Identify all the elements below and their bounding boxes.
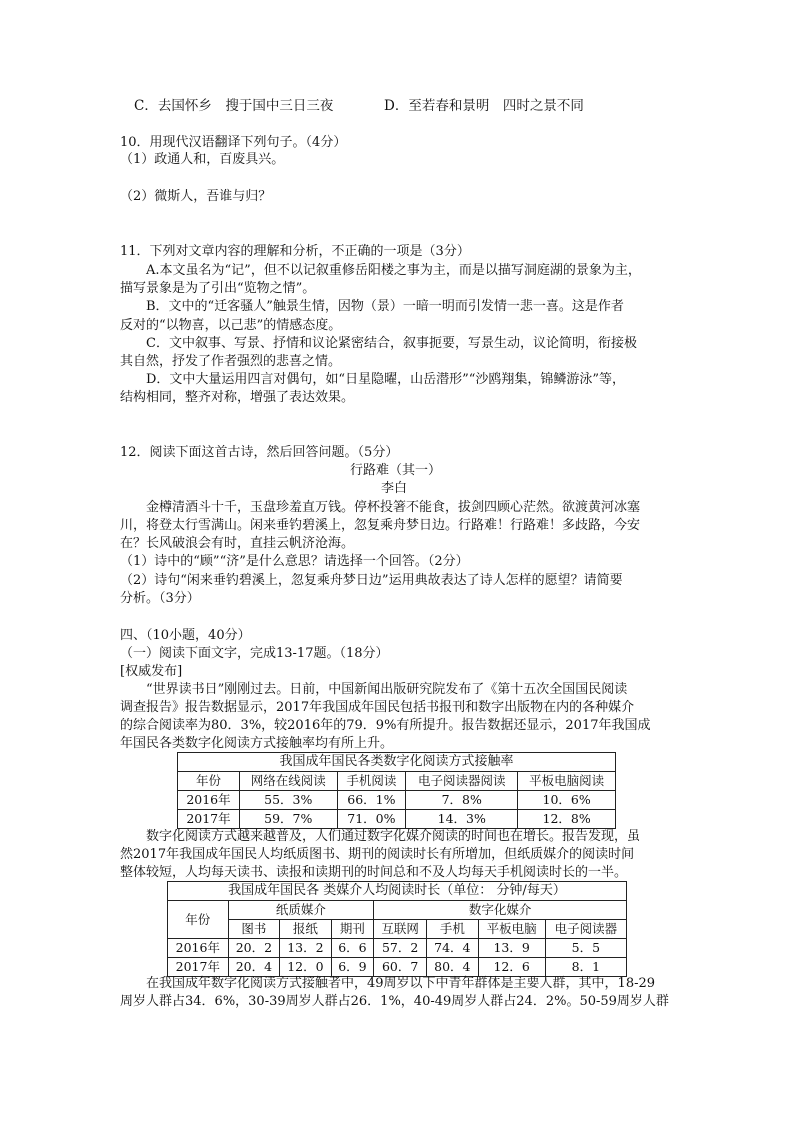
table1-cell: 55．3% [239, 791, 337, 810]
table2-header-newspapers: 报纸 [280, 920, 332, 939]
q11-stem: 11．下列对文章内容的理解和分析，不正确的一项是（3分） [120, 244, 470, 259]
table-row [178, 810, 616, 829]
table2-header-tablet: 平板电脑 [478, 920, 545, 939]
table1-header-tablet: 平板电脑阅读 [518, 772, 616, 791]
q9-option-c: C．去国怀乡 搜于国中三日三夜 [134, 98, 334, 114]
poem-line-3: 在？长风破浪会有时，直挂云帆济沧海。 [120, 536, 355, 551]
q9-option-d: D．至若春和景明 四时之景不同 [384, 98, 584, 114]
table-row [178, 791, 616, 810]
poem-title: 行路难（其一） [350, 463, 442, 478]
section4-part1: （一）阅读下面文字，完成13-17题。（18分） [120, 646, 389, 661]
table2-header-mobile: 手机 [427, 920, 479, 939]
q10-stem: 10．用现代汉语翻译下列句子。（4分） [120, 135, 347, 150]
table1-header-mobile: 手机阅读 [337, 772, 406, 791]
para1-line2: 调查报告》报告数据显示，2017年我国成年国民包括书报刊和数字出版物在内的各种媒介 [120, 700, 635, 715]
table2-cell: 2017年 [168, 958, 229, 977]
q12-sub-question-2-line1: （2）诗句“闲来垂钓碧溪上，忽复乘舟梦日边”运用典故表达了诗人怎样的愿望？请简要 [120, 573, 623, 588]
table2-group-paper: 纸质媒介 [228, 901, 374, 920]
q12-sub-question-1: （1）诗中的“顾”“济”是什么意思？请选择一个回答。（2分） [120, 554, 469, 569]
q11-option-a-line2: 描写景象是为了引出“览物之情”。 [120, 281, 316, 296]
table2-cell: 60．7 [374, 958, 427, 977]
table1-cell: 66．1% [337, 791, 406, 810]
table2-cell: 20．4 [228, 958, 280, 977]
table2-header-internet: 互联网 [374, 920, 427, 939]
para2-line2: 然2017年我国成年国民人均纸质图书、期刊的阅读时长有所增加，但纸质媒介的阅读时间 [120, 847, 635, 862]
q11-option-d-line1: D．文中大量运用四言对偶句，如“日星隐曜，山岳潜形”“沙鸥翔集，锦鳞游泳”等， [146, 372, 626, 387]
table2-cell: 6．6 [331, 939, 374, 958]
table2-title: 我国成年国民各 类媒介人均阅读时长（单位： 分钟/每天） [168, 882, 627, 901]
para1-line4: 年国民各类数字化阅读方式接触率均有所上升。 [120, 736, 394, 751]
table2-header-ereader: 电子阅读器 [545, 920, 626, 939]
table1-cell: 59．7% [239, 810, 337, 829]
table1-cell: 7．8% [406, 791, 518, 810]
table1-header-ereader: 电子阅读器阅读 [406, 772, 518, 791]
q10-sentence-2: （2）微斯人，吾谁与归？ [120, 189, 272, 204]
table2-cell: 13．9 [478, 939, 545, 958]
q11-option-a-line1: A.本文虽名为“记”，但不以记叙重修岳阳楼之事为主，而是以描写洞庭湖的景象为主， [146, 263, 641, 278]
q12-sub-question-2-line2: 分析。（3分） [120, 591, 200, 606]
reading-time-table [167, 881, 627, 977]
table1-header-online: 网络在线阅读 [239, 772, 337, 791]
table2-cell: 2016年 [168, 939, 229, 958]
table1-cell: 2017年 [178, 810, 240, 829]
poem-line-1: 金樽清酒斗十千，玉盘珍羞直万钱。停杯投箸不能食，拔剑四顾心茫然。欲渡黄河冰塞 [146, 500, 641, 515]
table2-cell: 5．5 [545, 939, 626, 958]
q12-stem: 12．阅读下面这首古诗，然后回答问题。（5分） [120, 445, 399, 460]
table2-group-digital: 数字化媒介 [374, 901, 627, 920]
table2-cell: 74．4 [427, 939, 479, 958]
para3-line1: 在我国成年数字化阅读方式接触者中，49周岁以下中青年群体是主要人群，其中，18-29 [146, 976, 656, 991]
table1-cell: 10．6% [518, 791, 616, 810]
table2-cell: 8．1 [545, 958, 626, 977]
table2-cell: 20．2 [228, 939, 280, 958]
table2-cell: 80．4 [427, 958, 479, 977]
q11-option-c-line1: C．文中叙事、写景、抒情和议论紧密结合，叙事扼要，写景生动，议论简明，衔接极 [146, 336, 637, 351]
reading-contact-rate-table [177, 752, 616, 829]
q11-option-c-line2: 其自然，抒发了作者强烈的悲喜之情。 [120, 354, 342, 369]
table2-cell: 12．6 [478, 958, 545, 977]
para1-line3: 的综合阅读率为80．3%，较2016年的79．9%有所提升。报告数据还显示，2017年我国成 [120, 718, 651, 733]
table1-header-year: 年份 [178, 772, 240, 791]
table2-cell: 13．2 [280, 939, 332, 958]
section4-heading: 四、（10小题，40分） [120, 628, 251, 643]
q10-sentence-1: （1）政通人和，百废具兴。 [120, 152, 285, 167]
table2-cell: 6．9 [331, 958, 374, 977]
para2-line3: 整体较短，人均每天读书、读报和读期刊的时间总和不及人均每天手机阅读时长的一半。 [120, 865, 628, 880]
table2-cell: 12．0 [280, 958, 332, 977]
para3-line2: 周岁人群占34．6%，30-39周岁人群占26．1%，40-49周岁人群占24．2%。50-59周岁人群 [120, 994, 669, 1009]
table-row [168, 939, 627, 958]
q11-option-b-line2: 反对的“以物喜，以己悲”的情感态度。 [120, 318, 342, 333]
table2-header-year: 年份 [168, 901, 229, 939]
table1-cell: 2016年 [178, 791, 240, 810]
para2-line1: 数字化阅读方式越来越普及，人们通过数字化媒介阅读的时间也在增长。报告发现，虽 [146, 829, 641, 844]
poem-author: 李白 [381, 481, 408, 496]
table2-header-periodicals: 期刊 [331, 920, 374, 939]
poem-line-2: 川，将登太行雪满山。闲来垂钓碧溪上，忽复乘舟梦日边。行路难！行路难！多歧路，今安 [120, 518, 641, 533]
table1-cell: 12．8% [518, 810, 616, 829]
q11-option-d-line2: 结构相同，整齐对称，增强了表达效果。 [120, 390, 355, 405]
table2-cell: 57．2 [374, 939, 427, 958]
table2-header-books: 图书 [228, 920, 280, 939]
section4-label: [权威发布] [120, 664, 183, 679]
table1-cell: 71．0% [337, 810, 406, 829]
para1-line1: “世界读书日”刚刚过去。日前，中国新闻出版研究院发布了《第十五次全国国民阅读 [146, 682, 628, 697]
table1-cell: 14．3% [406, 810, 518, 829]
table1-title: 我国成年国民各类数字化阅读方式接触率 [178, 753, 616, 772]
q11-option-b-line1: B．文中的“迁客骚人”触景生情，因物（景）一暗一明而引发情一悲一喜。这是作者 [146, 299, 624, 314]
